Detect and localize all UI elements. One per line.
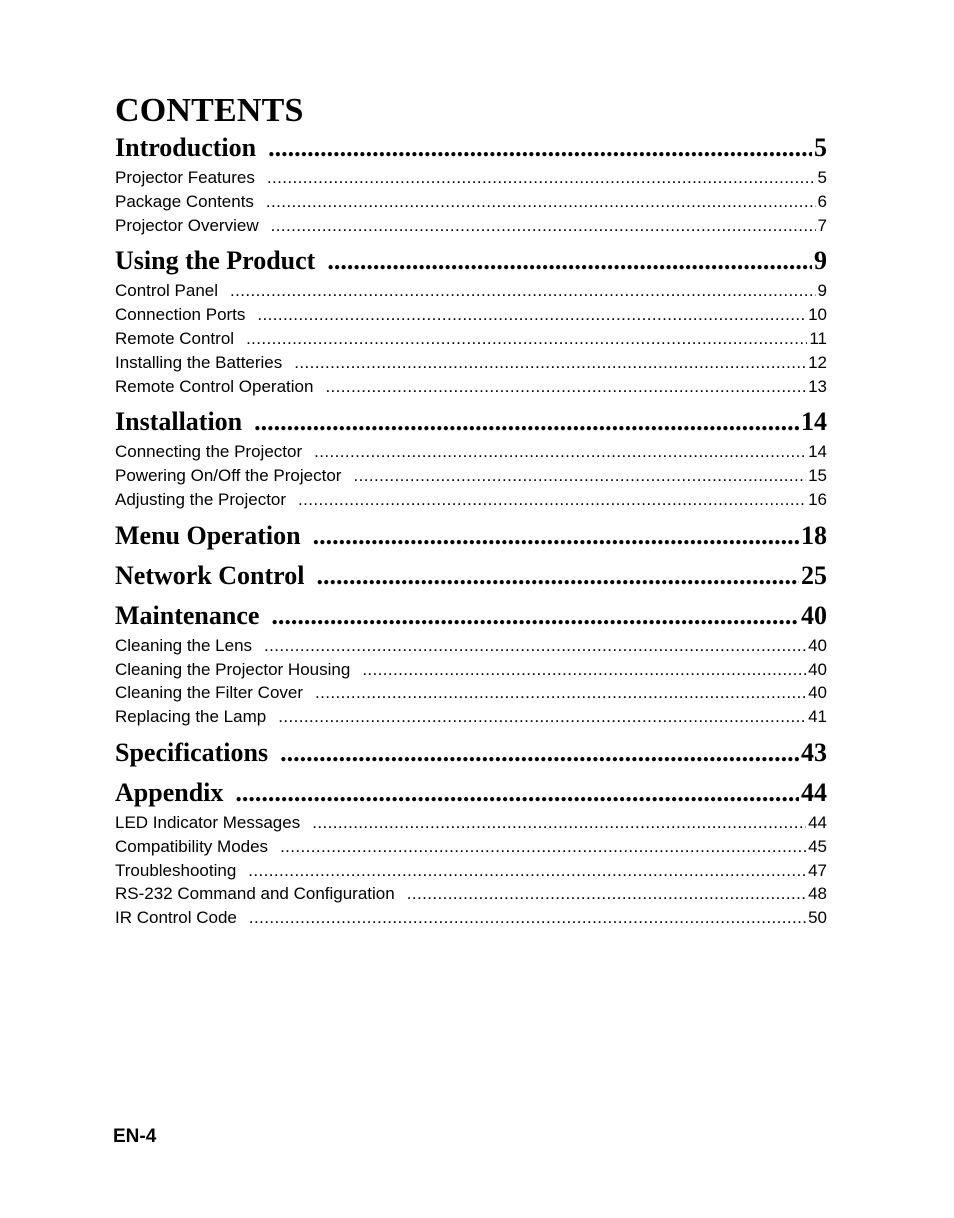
toc-section — [115, 775, 827, 936]
entry-title: Adjusting the Projector — [115, 489, 287, 509]
entry-title: Compatibility Modes — [115, 836, 269, 856]
entry-title: Remote Control — [115, 328, 235, 348]
section-page-number: 40 — [801, 600, 827, 630]
toc-entry[interactable] — [115, 214, 827, 238]
dot-leader — [316, 558, 799, 594]
dot-leader — [325, 375, 806, 399]
entry-page-number: 40 — [808, 683, 827, 703]
toc-section — [115, 404, 827, 517]
toc-section-heading[interactable] — [115, 404, 827, 440]
entry-title: Remote Control Operation — [115, 376, 314, 396]
toc-section — [115, 518, 827, 558]
entry-page-number: 41 — [808, 707, 827, 727]
toc-entry[interactable] — [115, 859, 827, 883]
entry-title: Replacing the Lamp — [115, 707, 267, 727]
entry-title: Cleaning the Projector Housing — [115, 659, 351, 679]
entry-page-number: 10 — [808, 305, 827, 325]
entry-page-number: 16 — [808, 489, 827, 509]
entry-title: Projector Overview — [115, 215, 259, 235]
toc-section-heading[interactable] — [115, 775, 827, 811]
toc-entry[interactable] — [115, 166, 827, 190]
dot-leader — [271, 214, 816, 238]
section-title: Installation — [115, 407, 243, 437]
dot-leader — [248, 859, 806, 883]
toc-entry[interactable] — [115, 681, 827, 705]
toc-section-heading[interactable] — [115, 598, 827, 634]
dot-leader — [230, 279, 816, 303]
toc-entry[interactable] — [115, 835, 827, 859]
dot-leader — [254, 404, 799, 440]
dot-leader — [264, 634, 806, 658]
toc-list — [115, 130, 827, 936]
section-page-number: 18 — [801, 520, 827, 550]
toc-section-heading[interactable] — [115, 518, 827, 554]
toc-entry[interactable] — [115, 464, 827, 488]
toc-entry[interactable] — [115, 906, 827, 930]
dot-leader — [327, 243, 812, 279]
dot-leader — [314, 440, 806, 464]
toc-entry[interactable] — [115, 440, 827, 464]
toc-section — [115, 735, 827, 775]
section-page-number: 25 — [801, 560, 827, 590]
section-page-number: 5 — [814, 133, 827, 162]
toc-section-heading[interactable] — [115, 243, 827, 279]
entry-page-number: 5 — [817, 168, 827, 187]
entry-title: Connecting the Projector — [115, 442, 303, 462]
entry-page-number: 44 — [808, 812, 827, 832]
entry-page-number: 9 — [817, 281, 827, 301]
dot-leader — [280, 735, 799, 771]
page-title: CONTENTS — [115, 92, 304, 129]
toc-entry[interactable] — [115, 488, 827, 512]
entry-page-number: 50 — [808, 908, 827, 928]
entry-page-number: 45 — [808, 836, 827, 856]
entry-page-number: 40 — [808, 659, 827, 679]
entry-page-number: 7 — [817, 215, 827, 235]
dot-leader — [266, 190, 816, 214]
entry-page-number: 40 — [808, 635, 827, 655]
toc-subitems — [115, 811, 827, 936]
dot-leader — [313, 518, 799, 554]
section-title: Network Control — [115, 560, 305, 590]
entry-page-number: 6 — [817, 191, 827, 211]
toc-section-heading[interactable] — [115, 130, 827, 166]
entry-page-number: 48 — [808, 884, 827, 904]
entry-title: Troubleshooting — [115, 860, 237, 880]
dot-leader — [407, 882, 806, 906]
dot-leader — [280, 835, 806, 859]
toc-entry[interactable] — [115, 351, 827, 375]
entry-title: LED Indicator Messages — [115, 812, 301, 832]
dot-leader — [298, 488, 806, 512]
section-title: Using the Product — [115, 246, 316, 276]
entry-title: Cleaning the Filter Cover — [115, 683, 304, 703]
toc-section-heading[interactable] — [115, 558, 827, 594]
toc-section — [115, 130, 827, 243]
entry-title: Control Panel — [115, 281, 219, 301]
toc-subitems — [115, 440, 827, 517]
section-title: Menu Operation — [115, 520, 301, 550]
dot-leader — [278, 705, 806, 729]
toc-entry[interactable] — [115, 882, 827, 906]
section-title: Introduction — [115, 133, 257, 162]
toc-entry[interactable] — [115, 705, 827, 729]
dot-leader — [271, 598, 799, 634]
dot-leader — [294, 351, 806, 375]
toc-entry[interactable] — [115, 658, 827, 682]
toc-page — [115, 92, 827, 936]
entry-page-number: 15 — [808, 466, 827, 486]
entry-page-number: 12 — [808, 352, 827, 372]
entry-page-number: 13 — [808, 376, 827, 396]
toc-subitems — [115, 279, 827, 404]
entry-title: RS-232 Command and Configuration — [115, 884, 395, 904]
section-title: Appendix — [115, 777, 224, 807]
entry-page-number: 11 — [809, 328, 827, 348]
entry-title: Package Contents — [115, 191, 254, 211]
toc-entry[interactable] — [115, 303, 827, 327]
toc-entry[interactable] — [115, 375, 827, 399]
section-page-number: 9 — [814, 246, 827, 276]
entry-title: Installing the Batteries — [115, 352, 283, 372]
dot-leader — [235, 775, 799, 811]
dot-leader — [362, 658, 806, 682]
section-title: Specifications — [115, 737, 269, 767]
page-number-footer: EN-4 — [113, 1126, 157, 1147]
toc-entry[interactable] — [115, 190, 827, 214]
dot-leader — [249, 906, 806, 930]
entry-title: Connection Ports — [115, 305, 246, 325]
toc-subitems — [115, 166, 827, 243]
entry-title: Projector Features — [115, 168, 255, 187]
dot-leader — [312, 811, 806, 835]
section-page-number: 14 — [801, 407, 827, 437]
dot-leader — [353, 464, 806, 488]
dot-leader — [268, 130, 812, 166]
toc-section — [115, 558, 827, 598]
toc-section — [115, 598, 827, 735]
entry-page-number: 47 — [808, 860, 827, 880]
dot-leader — [315, 681, 806, 705]
entry-page-number: 14 — [808, 442, 827, 462]
section-page-number: 43 — [801, 737, 827, 767]
dot-leader — [246, 327, 807, 351]
dot-leader — [257, 303, 806, 327]
section-title: Maintenance — [115, 600, 260, 630]
toc-entry[interactable] — [115, 811, 827, 835]
dot-leader — [267, 166, 816, 190]
toc-subitems — [115, 634, 827, 735]
entry-title: Cleaning the Lens — [115, 635, 253, 655]
section-page-number: 44 — [801, 777, 827, 807]
toc-entry[interactable] — [115, 327, 827, 351]
toc-entry[interactable] — [115, 279, 827, 303]
entry-title: IR Control Code — [115, 908, 237, 928]
toc-section-heading[interactable] — [115, 735, 827, 771]
toc-entry[interactable] — [115, 634, 827, 658]
toc-section — [115, 243, 827, 404]
entry-title: Powering On/Off the Projector — [115, 466, 342, 486]
